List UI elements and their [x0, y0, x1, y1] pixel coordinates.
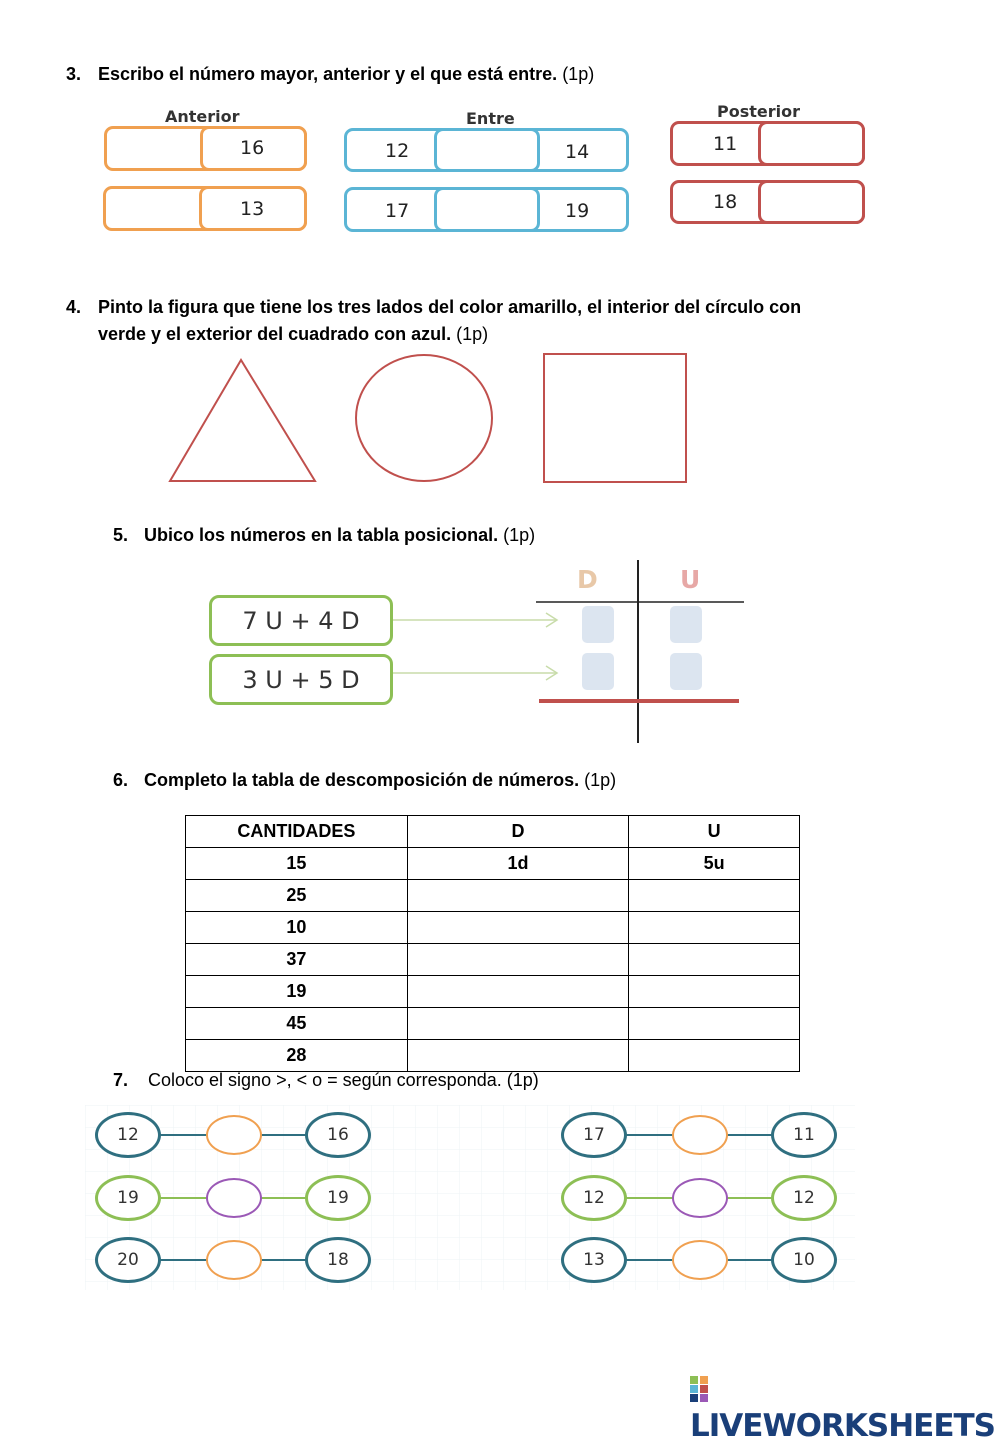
quantity-cell: 28 [186, 1040, 408, 1072]
quantity-cell: 19 [186, 976, 408, 1008]
q6-number: 6. [113, 770, 129, 790]
number-circle: 20 [95, 1237, 161, 1283]
entre-left-value: 12 [385, 140, 410, 162]
number-circle: 11 [771, 1112, 837, 1158]
q5-title-text: Ubico los números en la tabla posicional. [144, 525, 499, 545]
q7-number: 7. [113, 1070, 129, 1090]
q5-points: (1p) [503, 525, 536, 545]
entre-left-value: 17 [385, 200, 410, 222]
sign-answer-circle[interactable] [206, 1178, 262, 1218]
q7-title-text: Coloco el signo >, < o = según corresponda. (1p) [148, 1070, 539, 1090]
q3-title-text: Escribo el número mayor, anterior y el que está entre. [98, 64, 558, 84]
number-circle: 12 [771, 1175, 837, 1221]
number-circle: 17 [561, 1112, 627, 1158]
posterior-header: Posterior [717, 102, 800, 121]
number-circle: 19 [305, 1175, 371, 1221]
q5-number: 5. [113, 525, 129, 545]
posterior-value: 18 [713, 191, 738, 213]
number-circle: 19 [95, 1175, 161, 1221]
sign-answer-circle[interactable] [206, 1115, 262, 1155]
q4-points: (1p) [456, 324, 489, 344]
q3-number: 3. [66, 64, 82, 84]
number-circle: 16 [305, 1112, 371, 1158]
sign-answer-circle[interactable] [206, 1240, 262, 1280]
logo-text: LIVEWORKSHEETS [690, 1408, 995, 1444]
decomposition-card[interactable]: 3 U + 5 D [209, 654, 393, 705]
decomposition-card[interactable]: 7 U + 4 D [209, 595, 393, 646]
number-circle: 18 [305, 1237, 371, 1283]
number-circle: 13 [561, 1237, 627, 1283]
logo-mark-icon [690, 1376, 708, 1402]
anterior-value: 13 [240, 198, 265, 220]
number-circle: 12 [561, 1175, 627, 1221]
column-header: U [629, 816, 800, 848]
q4-number: 4. [66, 297, 82, 317]
liveworksheets-logo [690, 1372, 1000, 1444]
column-header: D [407, 816, 629, 848]
quantity-cell: 10 [186, 912, 408, 944]
q6-points: (1p) [584, 770, 617, 790]
sign-answer-circle[interactable] [672, 1240, 728, 1280]
entre-right-value: 14 [565, 141, 590, 163]
q4-title-line1: Pinto la figura que tiene los tres lados del color amarillo, el interior del círculo con [98, 297, 802, 317]
entre-header: Entre [466, 109, 515, 128]
anterior-header: Anterior [165, 107, 240, 126]
number-circle: 12 [95, 1112, 161, 1158]
units-header: U [680, 565, 701, 594]
number-circle: 10 [771, 1237, 837, 1283]
tens-header: D [577, 565, 598, 594]
quantity-cell: 45 [186, 1008, 408, 1040]
q4-title-line2: verde y el exterior del cuadrado con azul. [98, 324, 452, 344]
q6-title-text: Completo la tabla de descomposición de números. [144, 770, 580, 790]
quantity-cell: 15 [186, 848, 408, 880]
entre-right-value: 19 [565, 200, 590, 222]
quantity-cell: 25 [186, 880, 408, 912]
q3-points: (1p) [562, 64, 595, 84]
posterior-value: 11 [713, 133, 738, 155]
anterior-value: 16 [240, 137, 265, 159]
tens-cell: 1d [407, 848, 629, 880]
units-cell: 5u [629, 848, 800, 880]
sign-answer-circle[interactable] [672, 1178, 728, 1218]
quantity-cell: 37 [186, 944, 408, 976]
sign-answer-circle[interactable] [672, 1115, 728, 1155]
column-header: CANTIDADES [186, 816, 408, 848]
